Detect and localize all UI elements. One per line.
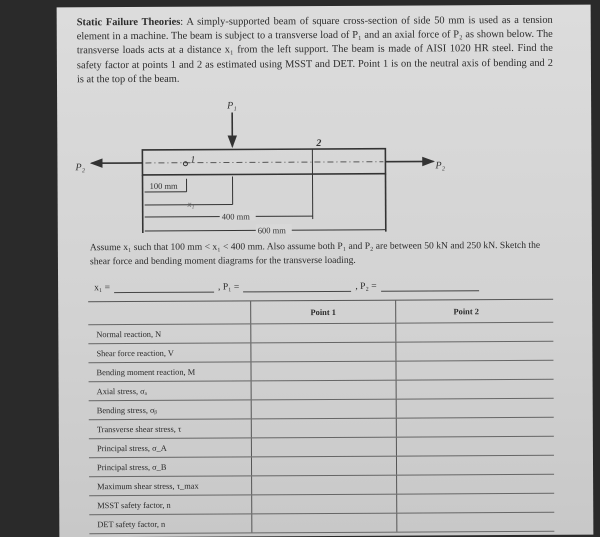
table-row [88,342,553,363]
table-row [89,418,554,439]
p1-blank[interactable] [243,281,351,293]
row-label: MSST safety factor, n [89,500,251,510]
x1-label: x₁ = [94,282,110,293]
results-table [88,299,554,534]
row-label: Principal stress, σ_B [89,462,251,472]
row-label: Normal reaction, N [88,329,250,339]
beam-diagram [69,93,510,237]
header-point2: Point 2 [395,300,536,323]
worksheet-page [57,5,594,537]
point1-cell[interactable] [250,362,395,381]
assumption-text: Assume x₁ such that 100 mm < x₁ < 400 mm. Also assume both P₁ and P₂ are between 50 kN and 250 kN. Sketch the shear force and bending moment diagrams for the transverse loading. [90,239,550,269]
row-label: Maximum shear stress, τ_max [89,481,251,491]
point1-cell[interactable] [251,457,396,476]
answer-blanks [94,280,479,293]
p2-blank[interactable] [381,280,479,292]
point1-cell[interactable] [250,343,395,362]
table-row [89,494,554,515]
p1-blank-label: , P₁ = [218,281,239,292]
point2-label: 2 [315,138,321,149]
table-row [89,437,554,458]
p2-right-label: P₂ [434,160,445,171]
row-label: Axial stress, σₐ [89,386,251,396]
problem-statement [77,14,553,88]
point2-cell[interactable] [395,323,536,342]
dim-400-label: 400 mm [222,211,251,221]
header-point1: Point 1 [250,301,395,324]
row-label: Transverse shear stress, τ [89,424,251,434]
table-row [89,380,554,401]
problem-text: : A simply-supported beam of square cross-section of side 50 mm is used as a tension element in a machine. The beam is subject to a transverse load of P₁ and an axial force of P₂ as shown below. The transverse loads acts at a distance x₁ from the left support. The beam is made of AISI 1020 HR steel. Find the safety factor at points 1 and 2 as estimated using MSST and DET. Point 1 is on the neutral axis of bending and 2 is at the top of the beam. [77,15,553,85]
point2-cell[interactable] [396,475,537,494]
dim-600-label: 600 mm [258,225,287,235]
table-row [89,456,554,477]
point2-cell[interactable] [396,437,537,456]
point1-cell[interactable] [251,476,396,495]
table-row [88,323,553,344]
row-label: Bending stress, σᵦ [89,405,251,415]
point2-cell[interactable] [395,361,536,380]
point1-cell[interactable] [250,324,395,343]
p1-label: P₁ [226,100,237,111]
p2-left-label: P₂ [74,162,85,173]
neutral-axis [145,162,383,163]
point2-cell[interactable] [396,456,537,475]
table-row [89,475,554,496]
point1-cell[interactable] [251,495,396,514]
point2-cell[interactable] [396,418,537,437]
table-row [89,513,554,534]
point2-cell[interactable] [396,399,537,418]
table-row [88,361,553,382]
point1-cell[interactable] [251,400,396,419]
point1-cell[interactable] [251,514,396,533]
dim-x1-label: x₁ [187,199,195,209]
point2-cell[interactable] [396,380,537,399]
point1-label: 1 [190,155,195,166]
point1-cell[interactable] [251,381,396,400]
table-row [89,399,554,420]
x1-blank[interactable] [114,282,214,294]
point1-cell[interactable] [251,419,396,438]
row-label: DET safety factor, n [89,519,251,529]
row-label: Shear force reaction, V [88,348,250,358]
point2-cell[interactable] [396,494,537,513]
point2-cell[interactable] [395,342,536,361]
p2-blank-label: , P₂ = [355,281,376,292]
header-blank [88,312,250,313]
row-label: Bending moment reaction, M [89,367,251,377]
row-label: Principal stress, σ_A [89,443,251,453]
point1-cell[interactable] [251,438,396,457]
point2-cell[interactable] [396,513,537,532]
problem-title: Static Failure Theories [77,17,181,29]
beam [142,149,385,175]
dim-100-label: 100 mm [150,181,179,191]
table-header [88,300,553,325]
